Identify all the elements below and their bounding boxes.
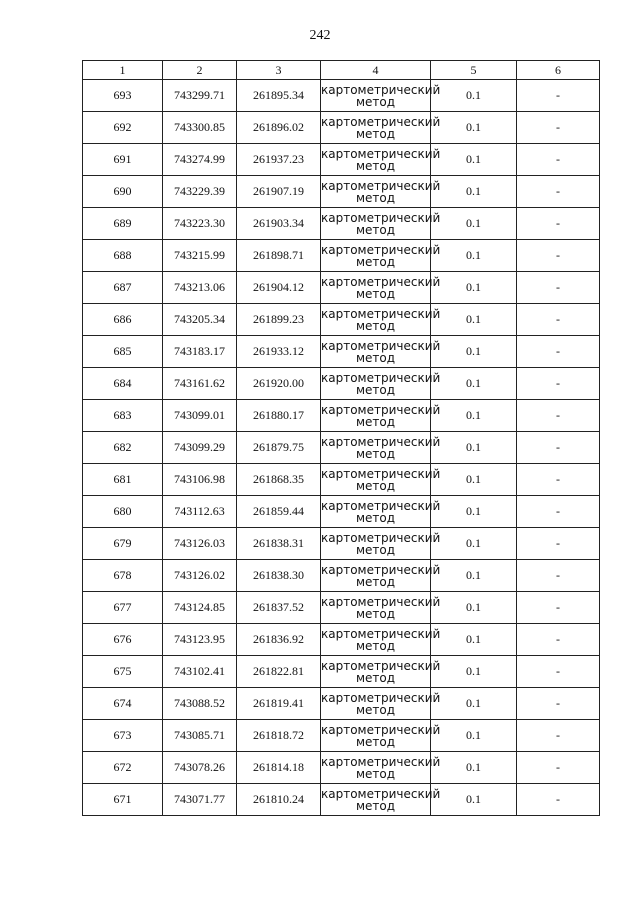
table-row <box>83 560 600 592</box>
accuracy-cell: 0.1 <box>431 496 517 528</box>
point-number-cell: 690 <box>83 176 163 208</box>
y-coordinate-cell: 261903.34 <box>237 208 321 240</box>
accuracy-cell: 0.1 <box>431 112 517 144</box>
point-number-cell: 677 <box>83 592 163 624</box>
method-line-2: метод <box>355 254 396 269</box>
method-line-1: картометрический <box>321 146 441 161</box>
x-coordinate-cell: 743085.71 <box>163 720 237 752</box>
point-number-cell: 693 <box>83 80 163 112</box>
accuracy-cell: 0.1 <box>431 560 517 592</box>
accuracy-cell: 0.1 <box>431 784 517 816</box>
method-line-1: картометрический <box>321 338 441 353</box>
x-coordinate-cell: 743274.99 <box>163 144 237 176</box>
point-number-cell: 673 <box>83 720 163 752</box>
method-cell <box>321 208 441 240</box>
method-line-1: картометрический <box>321 306 441 321</box>
table-row <box>83 720 600 752</box>
table-row <box>83 208 600 240</box>
x-coordinate-cell: 743106.98 <box>163 464 237 496</box>
method-line-1: картометрический <box>321 274 441 289</box>
y-coordinate-cell: 261937.23 <box>237 144 321 176</box>
method-line-1: картометрический <box>321 178 441 193</box>
x-coordinate-cell: 743071.77 <box>163 784 237 816</box>
x-coordinate-cell: 743205.34 <box>163 304 237 336</box>
method-cell <box>321 304 441 336</box>
point-number-cell: 671 <box>83 784 163 816</box>
point-number-cell: 676 <box>83 624 163 656</box>
method-cell <box>321 592 441 624</box>
point-number-cell: 679 <box>83 528 163 560</box>
point-number-cell: 678 <box>83 560 163 592</box>
table-row <box>83 400 600 432</box>
accuracy-cell: 0.1 <box>431 720 517 752</box>
point-number-cell: 672 <box>83 752 163 784</box>
note-cell: - <box>517 720 600 752</box>
point-number-cell: 691 <box>83 144 163 176</box>
point-number-cell: 674 <box>83 688 163 720</box>
note-cell: - <box>517 688 600 720</box>
y-coordinate-cell: 261895.34 <box>237 80 321 112</box>
point-number-cell: 683 <box>83 400 163 432</box>
method-line-2: метод <box>355 478 396 493</box>
point-number-cell: 686 <box>83 304 163 336</box>
accuracy-cell: 0.1 <box>431 656 517 688</box>
point-number-cell: 692 <box>83 112 163 144</box>
column-header: 3 <box>237 61 321 80</box>
method-line-1: картометрический <box>321 722 441 737</box>
y-coordinate-cell: 261814.18 <box>237 752 321 784</box>
accuracy-cell: 0.1 <box>431 752 517 784</box>
x-coordinate-cell: 743300.85 <box>163 112 237 144</box>
method-cell <box>321 432 441 464</box>
y-coordinate-cell: 261837.52 <box>237 592 321 624</box>
accuracy-cell: 0.1 <box>431 464 517 496</box>
table-row <box>83 688 600 720</box>
method-line-1: картометрический <box>321 690 441 705</box>
x-coordinate-cell: 743112.63 <box>163 496 237 528</box>
y-coordinate-cell: 261838.31 <box>237 528 321 560</box>
table-row <box>83 272 600 304</box>
x-coordinate-cell: 743124.85 <box>163 592 237 624</box>
y-coordinate-cell: 261810.24 <box>237 784 321 816</box>
method-line-1: картометрический <box>321 370 441 385</box>
x-coordinate-cell: 743078.26 <box>163 752 237 784</box>
x-coordinate-cell: 743223.30 <box>163 208 237 240</box>
note-cell: - <box>517 144 600 176</box>
x-coordinate-cell: 743088.52 <box>163 688 237 720</box>
note-cell: - <box>517 336 600 368</box>
method-line-2: метод <box>355 766 396 781</box>
note-cell: - <box>517 432 600 464</box>
accuracy-cell: 0.1 <box>431 176 517 208</box>
method-line-1: картометрический <box>321 466 441 481</box>
x-coordinate-cell: 743215.99 <box>163 240 237 272</box>
note-cell: - <box>517 752 600 784</box>
accuracy-cell: 0.1 <box>431 528 517 560</box>
x-coordinate-cell: 743213.06 <box>163 272 237 304</box>
method-line-1: картометрический <box>321 658 441 673</box>
x-coordinate-cell: 743099.29 <box>163 432 237 464</box>
method-line-1: картометрический <box>321 754 441 769</box>
x-coordinate-cell: 743099.01 <box>163 400 237 432</box>
method-cell <box>321 688 441 720</box>
y-coordinate-cell: 261907.19 <box>237 176 321 208</box>
method-cell <box>321 624 441 656</box>
note-cell: - <box>517 208 600 240</box>
method-cell <box>321 272 441 304</box>
note-cell: - <box>517 784 600 816</box>
method-line-2: метод <box>355 222 396 237</box>
y-coordinate-cell: 261879.75 <box>237 432 321 464</box>
method-line-1: картометрический <box>321 562 441 577</box>
method-line-2: метод <box>355 446 396 461</box>
table-row <box>83 656 600 688</box>
method-line-2: метод <box>355 318 396 333</box>
accuracy-cell: 0.1 <box>431 240 517 272</box>
method-line-1: картометрический <box>321 594 441 609</box>
x-coordinate-cell: 743102.41 <box>163 656 237 688</box>
point-number-cell: 687 <box>83 272 163 304</box>
method-line-2: метод <box>355 670 396 685</box>
note-cell: - <box>517 592 600 624</box>
x-coordinate-cell: 743161.62 <box>163 368 237 400</box>
note-cell: - <box>517 400 600 432</box>
point-number-cell: 680 <box>83 496 163 528</box>
method-cell <box>321 720 441 752</box>
point-number-cell: 684 <box>83 368 163 400</box>
table-row <box>83 752 600 784</box>
accuracy-cell: 0.1 <box>431 688 517 720</box>
column-header: 2 <box>163 61 237 80</box>
accuracy-cell: 0.1 <box>431 144 517 176</box>
method-cell <box>321 80 441 112</box>
table-row <box>83 368 600 400</box>
method-cell <box>321 176 441 208</box>
y-coordinate-cell: 261838.30 <box>237 560 321 592</box>
method-cell <box>321 368 441 400</box>
method-line-2: метод <box>355 510 396 525</box>
method-line-2: метод <box>355 702 396 717</box>
table-row <box>83 336 600 368</box>
table-row <box>83 80 600 112</box>
table-header-row <box>83 61 600 80</box>
column-header: 5 <box>431 61 517 80</box>
x-coordinate-cell: 743126.02 <box>163 560 237 592</box>
method-cell <box>321 560 441 592</box>
method-line-2: метод <box>355 574 396 589</box>
table-row <box>83 304 600 336</box>
method-line-2: метод <box>355 414 396 429</box>
method-line-2: метод <box>355 798 396 813</box>
note-cell: - <box>517 368 600 400</box>
note-cell: - <box>517 80 600 112</box>
x-coordinate-cell: 743123.95 <box>163 624 237 656</box>
point-number-cell: 688 <box>83 240 163 272</box>
note-cell: - <box>517 272 600 304</box>
coordinates-table <box>82 60 600 816</box>
method-cell <box>321 496 441 528</box>
accuracy-cell: 0.1 <box>431 272 517 304</box>
accuracy-cell: 0.1 <box>431 304 517 336</box>
method-line-1: картометрический <box>321 626 441 641</box>
method-line-1: картометрический <box>321 210 441 225</box>
y-coordinate-cell: 261818.72 <box>237 720 321 752</box>
accuracy-cell: 0.1 <box>431 368 517 400</box>
method-cell <box>321 528 441 560</box>
method-cell <box>321 336 441 368</box>
column-header: 4 <box>321 61 431 80</box>
y-coordinate-cell: 261822.81 <box>237 656 321 688</box>
method-line-2: метод <box>355 350 396 365</box>
note-cell: - <box>517 560 600 592</box>
y-coordinate-cell: 261868.35 <box>237 464 321 496</box>
x-coordinate-cell: 743126.03 <box>163 528 237 560</box>
y-coordinate-cell: 261896.02 <box>237 112 321 144</box>
table-row <box>83 496 600 528</box>
y-coordinate-cell: 261904.12 <box>237 272 321 304</box>
y-coordinate-cell: 261920.00 <box>237 368 321 400</box>
method-line-1: картометрический <box>321 786 441 801</box>
method-line-2: метод <box>355 158 396 173</box>
note-cell: - <box>517 112 600 144</box>
note-cell: - <box>517 496 600 528</box>
method-cell <box>321 240 441 272</box>
accuracy-cell: 0.1 <box>431 80 517 112</box>
method-line-1: картометрический <box>321 498 441 513</box>
table-row <box>83 784 600 816</box>
accuracy-cell: 0.1 <box>431 624 517 656</box>
note-cell: - <box>517 176 600 208</box>
accuracy-cell: 0.1 <box>431 208 517 240</box>
x-coordinate-cell: 743229.39 <box>163 176 237 208</box>
method-line-2: метод <box>355 286 396 301</box>
table-row <box>83 112 600 144</box>
table-row <box>83 624 600 656</box>
table-row <box>83 592 600 624</box>
method-line-2: метод <box>355 126 396 141</box>
point-number-cell: 682 <box>83 432 163 464</box>
page-number: 242 <box>309 28 331 43</box>
table-row <box>83 144 600 176</box>
method-cell <box>321 112 441 144</box>
method-line-2: метод <box>355 382 396 397</box>
column-header: 6 <box>517 61 600 80</box>
y-coordinate-cell: 261836.92 <box>237 624 321 656</box>
method-cell <box>321 400 441 432</box>
note-cell: - <box>517 528 600 560</box>
accuracy-cell: 0.1 <box>431 432 517 464</box>
x-coordinate-cell: 743299.71 <box>163 80 237 112</box>
table-row <box>83 176 600 208</box>
note-cell: - <box>517 656 600 688</box>
method-line-2: метод <box>355 638 396 653</box>
accuracy-cell: 0.1 <box>431 336 517 368</box>
method-cell <box>321 784 441 816</box>
method-cell <box>321 752 441 784</box>
point-number-cell: 681 <box>83 464 163 496</box>
note-cell: - <box>517 624 600 656</box>
method-line-2: метод <box>355 734 396 749</box>
y-coordinate-cell: 261898.71 <box>237 240 321 272</box>
note-cell: - <box>517 464 600 496</box>
method-cell <box>321 656 441 688</box>
method-line-2: метод <box>355 94 396 109</box>
y-coordinate-cell: 261880.17 <box>237 400 321 432</box>
method-line-2: метод <box>355 190 396 205</box>
point-number-cell: 685 <box>83 336 163 368</box>
table-row <box>83 464 600 496</box>
y-coordinate-cell: 261933.12 <box>237 336 321 368</box>
method-line-2: метод <box>355 542 396 557</box>
y-coordinate-cell: 261899.23 <box>237 304 321 336</box>
method-line-1: картометрический <box>321 402 441 417</box>
accuracy-cell: 0.1 <box>431 400 517 432</box>
point-number-cell: 675 <box>83 656 163 688</box>
table-row <box>83 528 600 560</box>
method-line-1: картометрический <box>321 82 441 97</box>
note-cell: - <box>517 240 600 272</box>
method-cell <box>321 464 441 496</box>
method-line-2: метод <box>355 606 396 621</box>
table-row <box>83 432 600 464</box>
y-coordinate-cell: 261859.44 <box>237 496 321 528</box>
method-cell <box>321 144 441 176</box>
note-cell: - <box>517 304 600 336</box>
table-row <box>83 240 600 272</box>
column-header: 1 <box>83 61 163 80</box>
accuracy-cell: 0.1 <box>431 592 517 624</box>
method-line-1: картометрический <box>321 434 441 449</box>
method-line-1: картометрический <box>321 242 441 257</box>
method-line-1: картометрический <box>321 114 441 129</box>
point-number-cell: 689 <box>83 208 163 240</box>
x-coordinate-cell: 743183.17 <box>163 336 237 368</box>
method-line-1: картометрический <box>321 530 441 545</box>
y-coordinate-cell: 261819.41 <box>237 688 321 720</box>
